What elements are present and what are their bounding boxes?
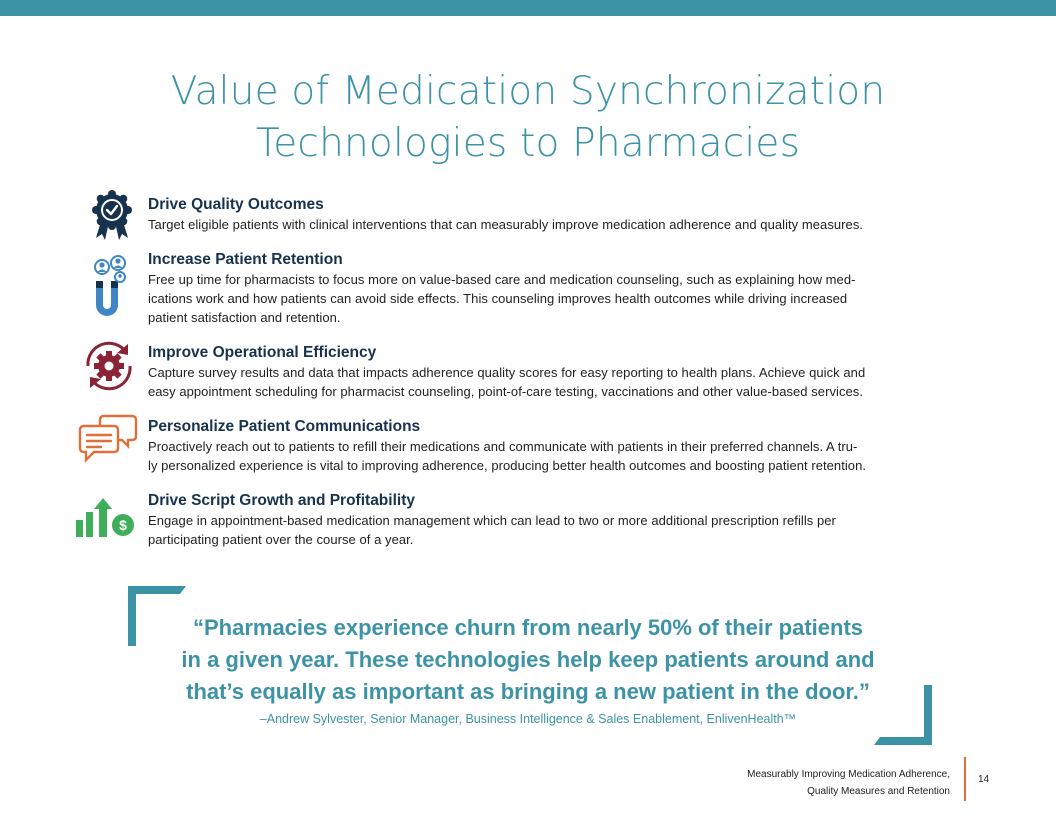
page-title-line-2: Technologies to Pharmacies: [255, 121, 801, 166]
page-title: [0, 66, 1056, 170]
gear-cycle-icon: [76, 340, 138, 392]
benefit-description-line: Proactively reach out to patients to refill their medications and communicate with patients in their preferred channels. A tru-: [148, 439, 858, 454]
magnet-patients-icon: [76, 253, 138, 319]
pull-quote-line: that’s equally as important as bringing a new patient in the door.”: [186, 679, 870, 704]
footer-document-title: [747, 766, 950, 800]
footer-title-line: Measurably Improving Medication Adherence,: [747, 769, 950, 780]
benefit-description-line: Target eligible patients with clinical interventions that can measurably improve medication adherence and quality measures.: [148, 217, 864, 232]
svg-text:$: $: [119, 517, 127, 533]
benefit-heading: Personalize Patient Communications: [148, 418, 421, 435]
benefit-heading: Improve Operational Efficiency: [148, 344, 377, 361]
page-title-line-1: Value of Medication Synchronization: [170, 69, 886, 114]
footer-divider: [964, 757, 966, 801]
benefit-description-line: participating patient over the course of a year.: [148, 532, 414, 547]
benefit-description-line: ications work and how patients can avoid side effects. This counseling improves health outcomes while driving increased: [148, 291, 848, 306]
benefit-description-line: Capture survey results and data that impacts adherence quality scores for easy reporting to health plans. Achieve quick and: [148, 365, 866, 380]
benefit-description: [148, 270, 993, 327]
benefit-description-line: Free up time for pharmacists to focus more on value-based care and medication counseling, such as explaining how med-: [148, 272, 856, 287]
top-accent-bar: [0, 0, 1056, 16]
chat-bubbles-icon: [76, 414, 138, 466]
quality-badge-icon: [76, 190, 138, 242]
benefit-description-line: ly personalized experience is vital to improving adherence, producing better health outcomes and boosting patient retention.: [148, 458, 867, 473]
benefit-heading: Drive Quality Outcomes: [148, 196, 324, 213]
benefit-description: [148, 215, 993, 234]
page-number: 14: [978, 774, 990, 785]
pull-quote-line: “Pharmacies experience churn from nearly 50% of their patients: [192, 615, 864, 640]
benefit-heading: Increase Patient Retention: [148, 251, 343, 268]
benefit-description-line: Engage in appointment-based medication management which can lead to two or more additional prescription refills per: [148, 513, 836, 528]
benefit-description: [148, 511, 993, 549]
benefit-description: [148, 363, 993, 401]
benefit-description: [148, 437, 993, 475]
pull-quote-line: in a given year. These technologies help keep patients around and: [181, 647, 875, 672]
benefit-heading: Drive Script Growth and Profitability: [148, 492, 415, 509]
quote-attribution: –Andrew Sylvester, Senior Manager, Business Intelligence & Sales Enablement, EnlivenHealth™: [259, 712, 797, 726]
benefit-description-line: patient satisfaction and retention.: [148, 310, 341, 325]
benefit-description-line: easy appointment scheduling for pharmacist counseling, point-of-care testing, vaccinations and other value-based services.: [148, 384, 863, 399]
footer-title-line: Quality Measures and Retention: [807, 786, 950, 797]
growth-chart-dollar-icon: [76, 490, 138, 542]
pull-quote: [130, 612, 926, 708]
